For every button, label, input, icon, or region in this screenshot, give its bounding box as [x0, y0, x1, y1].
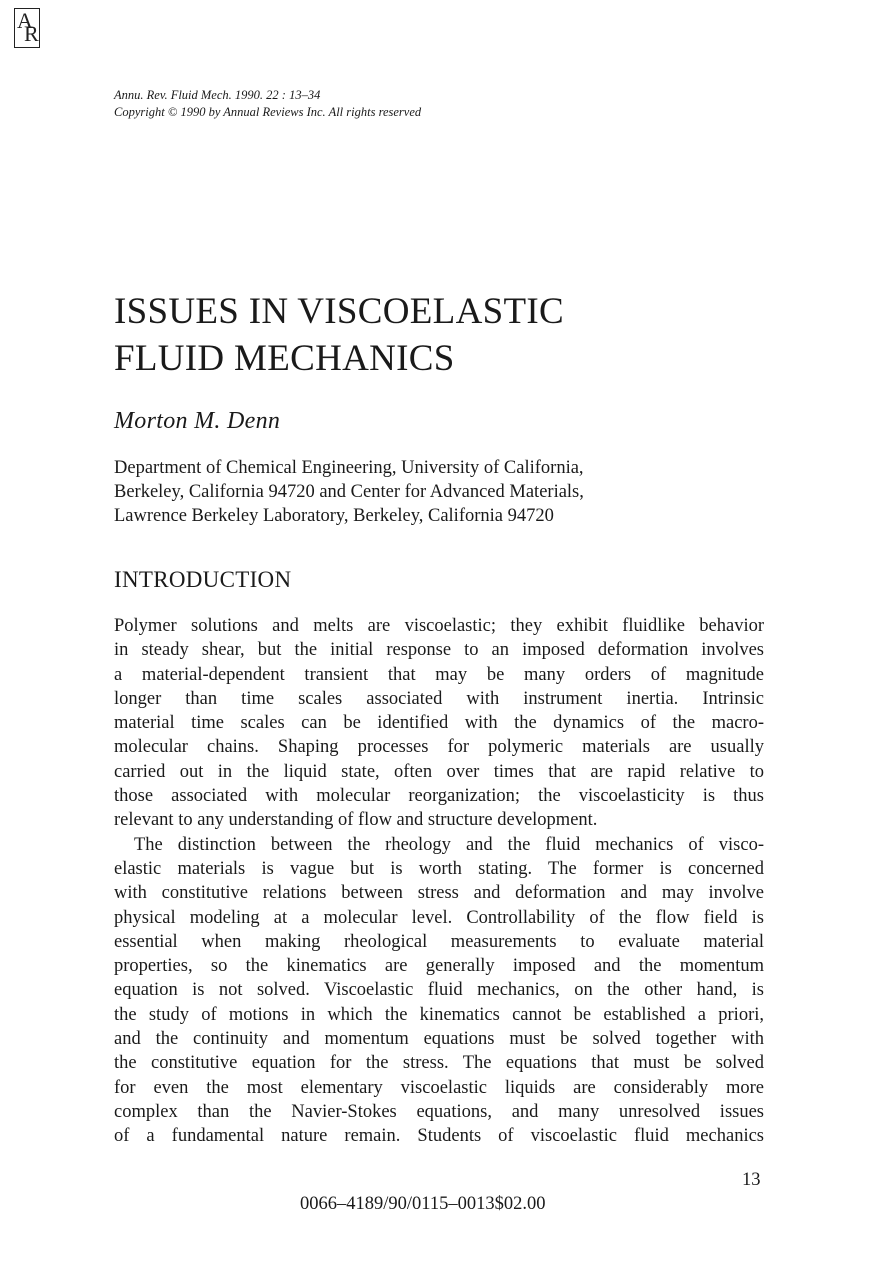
author-name: Morton M. Denn — [114, 408, 281, 434]
text-line: The distinction between the rheology and the fluid mechanics of visco- — [134, 834, 764, 855]
text-line: relevant to any understanding of flow and structure development. — [114, 810, 598, 831]
text-line: complex than the Navier-Stokes equations, and many unresolved issues — [114, 1101, 764, 1122]
text-line: of a fundamental nature remain. Students of viscoelastic fluid mechanics — [114, 1126, 764, 1147]
logo-letter-a: A — [17, 8, 33, 33]
text-line: and the continuity and momentum equations must be solved together with — [114, 1029, 764, 1050]
title-line-1: ISSUES IN VISCOELASTIC — [114, 291, 564, 332]
logo-letter-r: R — [24, 21, 39, 46]
text-line: those associated with molecular reorganization; the viscoelasticity is thus — [114, 786, 764, 807]
text-line: Polymer solutions and melts are viscoelastic; they exhibit fluidlike behavior — [114, 616, 764, 636]
paragraph-2 — [114, 833, 764, 1149]
title-line-2: FLUID MECHANICS — [114, 338, 455, 379]
page-number: 13 — [742, 1170, 761, 1190]
text-line: the constitutive equation for the stress. The equations that must be solved — [114, 1053, 764, 1074]
text-line: equation is not solved. Viscoelastic fluid mechanics, on the other hand, is — [114, 980, 764, 1001]
affiliation-line-1: Department of Chemical Engineering, University of California, — [114, 458, 584, 478]
text-line: the study of motions in which the kinematics cannot be established a priori, — [114, 1004, 764, 1025]
text-line: material time scales can be identified with the dynamics of the macro- — [114, 713, 764, 734]
affiliation-line-3: Lawrence Berkeley Laboratory, Berkeley, California 94720 — [114, 506, 554, 526]
text-line: longer than time scales associated with instrument inertia. Intrinsic — [114, 688, 764, 709]
text-line: physical modeling at a molecular level. Controllability of the flow field is — [114, 907, 764, 928]
author-affiliation — [114, 456, 584, 528]
text-line: molecular chains. Shaping processes for polymeric materials are usually — [114, 737, 764, 758]
text-line: for even the most elementary viscoelastic liquids are considerably more — [114, 1077, 764, 1098]
section-heading: INTRODUCTION — [114, 567, 292, 592]
text-line: carried out in the liquid state, often over times that are rapid relative to — [114, 761, 764, 782]
text-line: in steady shear, but the initial response to an imposed deformation involves — [114, 640, 764, 661]
text-line: properties, so the kinematics are generally imposed and the momentum — [114, 956, 764, 977]
body-text — [114, 614, 764, 1149]
article-title — [114, 288, 564, 382]
copyright-notice: Copyright © 1990 by Annual Reviews Inc. All rights reserved — [114, 105, 422, 119]
citation-block — [114, 87, 421, 121]
text-line: a material-dependent transient that may be many orders of magnitude — [114, 664, 764, 685]
text-line: elastic materials is vague but is worth stating. The former is concerned — [114, 858, 764, 879]
affiliation-line-2: Berkeley, California 94720 and Center for Advanced Materials, — [114, 482, 584, 502]
journal-citation: Annu. Rev. Fluid Mech. 1990. 22 : 13–34 — [114, 88, 321, 102]
text-line: essential when making rheological measurements to evaluate material — [114, 931, 764, 952]
article-code: 0066–4189/90/0115–0013$02.00 — [300, 1194, 546, 1214]
paragraph-1 — [114, 614, 764, 833]
publisher-logo — [14, 8, 40, 48]
text-line: with constitutive relations between stress and deformation and may involve — [114, 883, 764, 904]
